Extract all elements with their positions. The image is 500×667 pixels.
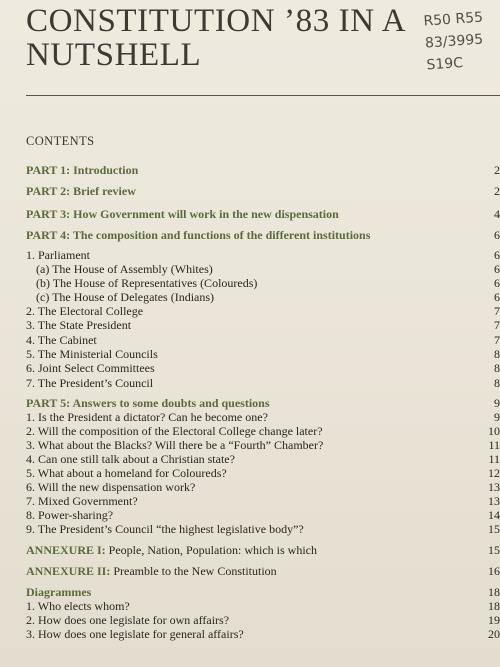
- toc-entry-title: 3. The State President: [26, 318, 132, 332]
- toc-entry: [26, 466, 500, 480]
- toc-entry-title: 1. Parliament: [26, 248, 90, 262]
- toc-entry-title: 2. Will the composition of the Electoral College change later?: [26, 424, 323, 438]
- toc-entry-title: 6. Joint Select Committees: [26, 361, 155, 375]
- toc-entry: [26, 410, 500, 424]
- toc-entry: [26, 248, 500, 262]
- toc-entry: [26, 228, 500, 242]
- toc-entry-title: [26, 543, 317, 557]
- toc-entry: [26, 508, 500, 522]
- toc-entry: [26, 318, 500, 332]
- toc-entry-page: 6: [494, 248, 500, 262]
- toc-entry-page: 9: [494, 396, 500, 410]
- toc-entry-title: 2. How does one legislate for own affairs?: [26, 613, 230, 627]
- toc-entry-title: PART 4: The composition and functions of the different institutions: [26, 228, 371, 242]
- toc-entry-page: 13: [488, 494, 500, 508]
- toc-entry-title: 7. Mixed Government?: [26, 494, 138, 508]
- toc-entry: [26, 494, 500, 508]
- toc-entry-page: 15: [488, 522, 500, 536]
- toc-entry: [26, 452, 500, 466]
- toc-entry-title: 3. How does one legislate for general affairs?: [26, 627, 244, 641]
- toc-entry-title: PART 5: Answers to some doubts and questions: [26, 396, 270, 410]
- toc-entry: [26, 207, 500, 221]
- toc-entry: [26, 424, 500, 438]
- toc-entry-title: 8. Power-sharing?: [26, 508, 114, 522]
- toc-entry-page: 15: [488, 543, 500, 557]
- toc-entry: [26, 276, 500, 290]
- toc-entry: [26, 333, 500, 347]
- toc-entry-title: 5. The Ministerial Councils: [26, 347, 158, 361]
- annexure-description: Preamble to the New Constitution: [110, 564, 277, 578]
- toc-entry: [26, 304, 500, 318]
- toc-entry: [26, 438, 500, 452]
- toc-entry-title: 3. What about the Blacks? Will there be a “Fourth” Chamber?: [26, 438, 324, 452]
- toc-entry: [26, 290, 500, 304]
- title-line-2: NUTSHELL: [26, 37, 202, 73]
- toc-entry-page: 2: [494, 163, 500, 177]
- annexure-label: ANNEXURE II:: [26, 564, 111, 578]
- toc-entry: [26, 613, 500, 627]
- handwritten-line-2: 83/3995: [424, 31, 484, 52]
- toc-entry-title: PART 3: How Government will work in the new dispensation: [26, 207, 339, 221]
- toc-entry-title: 7. The President’s Council: [26, 376, 154, 390]
- toc-entry: [26, 184, 500, 198]
- toc-entry-page: 4: [494, 207, 500, 221]
- handwritten-line-3: S19C: [426, 55, 464, 74]
- title-line-1: CONSTITUTION ’83 IN A: [26, 3, 407, 39]
- toc-entry-page: 11: [488, 438, 500, 452]
- toc-entry-page: 13: [488, 480, 500, 494]
- toc-entry-page: 16: [488, 564, 500, 578]
- toc-entry-title: PART 2: Brief review: [26, 184, 136, 198]
- toc-entry: [26, 376, 500, 390]
- toc-entry-title: 9. The President’s Council “the highest legislative body”?: [26, 522, 304, 536]
- toc-entry: [26, 627, 500, 641]
- toc-entry-page: 7: [494, 304, 500, 318]
- toc-entry-title: (c) The House of Delegates (Indians): [36, 290, 215, 304]
- contents-heading: CONTENTS: [26, 134, 95, 148]
- toc-entry: [26, 347, 500, 361]
- toc-entry: [26, 599, 500, 613]
- toc-entry-page: 12: [488, 466, 500, 480]
- toc-entry: [26, 564, 500, 578]
- toc-entry: [26, 543, 500, 557]
- toc-entry-title: 2. The Electoral College: [26, 304, 144, 318]
- toc-entry-page: 14: [488, 508, 500, 522]
- toc-entry-page: 20: [488, 627, 500, 641]
- toc-entry-page: 7: [494, 318, 500, 332]
- title-divider: [26, 95, 500, 96]
- toc-entry-page: 8: [494, 361, 500, 375]
- annexure-label: ANNEXURE I:: [26, 543, 106, 557]
- toc-entry: [26, 522, 500, 536]
- annexure-description: People, Nation, Population: which is which: [105, 543, 317, 557]
- toc-entry-page: 10: [488, 424, 500, 438]
- toc-entry-title: 6. Will the new dispensation work?: [26, 480, 196, 494]
- toc-entry-page: 6: [494, 262, 500, 276]
- toc-entry-title: Diagrammes: [26, 585, 92, 599]
- toc-entry-page: 6: [494, 276, 500, 290]
- toc-entry-page: 7: [494, 333, 500, 347]
- toc-entry-title: (a) The House of Assembly (Whites): [36, 262, 213, 276]
- toc-entry-title: (b) The House of Representatives (Coloureds): [36, 276, 258, 290]
- toc-entry-title: 1. Is the President a dictator? Can he become one?: [26, 410, 268, 424]
- handwritten-price-note: [423, 5, 500, 76]
- toc-entry: [26, 262, 500, 276]
- toc-entry: [26, 480, 500, 494]
- toc-entry-title: 4. Can one still talk about a Christian state?: [26, 452, 235, 466]
- toc-entry-page: 18: [488, 599, 500, 613]
- book-title: [26, 4, 426, 72]
- toc-entry-title: 5. What about a homeland for Coloureds?: [26, 466, 227, 480]
- toc-entry: [26, 396, 500, 410]
- toc-entry-page: 8: [494, 376, 500, 390]
- toc-entry-title: 1. Who elects whom?: [26, 599, 130, 613]
- toc-entry-title: [26, 564, 277, 578]
- toc-entry-page: 8: [494, 347, 500, 361]
- toc-entry: [26, 585, 500, 599]
- handwritten-line-1: R50 R55: [422, 9, 484, 30]
- toc-entry: [26, 163, 500, 177]
- toc-entry-page: 11: [488, 452, 500, 466]
- toc-entry-page: 6: [494, 228, 500, 242]
- toc-entry-page: 19: [488, 613, 500, 627]
- toc-entry-page: 9: [494, 410, 500, 424]
- toc-entry-page: 2: [494, 184, 500, 198]
- toc-entry-page: 6: [494, 290, 500, 304]
- toc-entry-page: 18: [488, 585, 500, 599]
- toc-entry: [26, 361, 500, 375]
- toc-entry-title: 4. The Cabinet: [26, 333, 97, 347]
- toc-entry-title: PART 1: Introduction: [26, 163, 139, 177]
